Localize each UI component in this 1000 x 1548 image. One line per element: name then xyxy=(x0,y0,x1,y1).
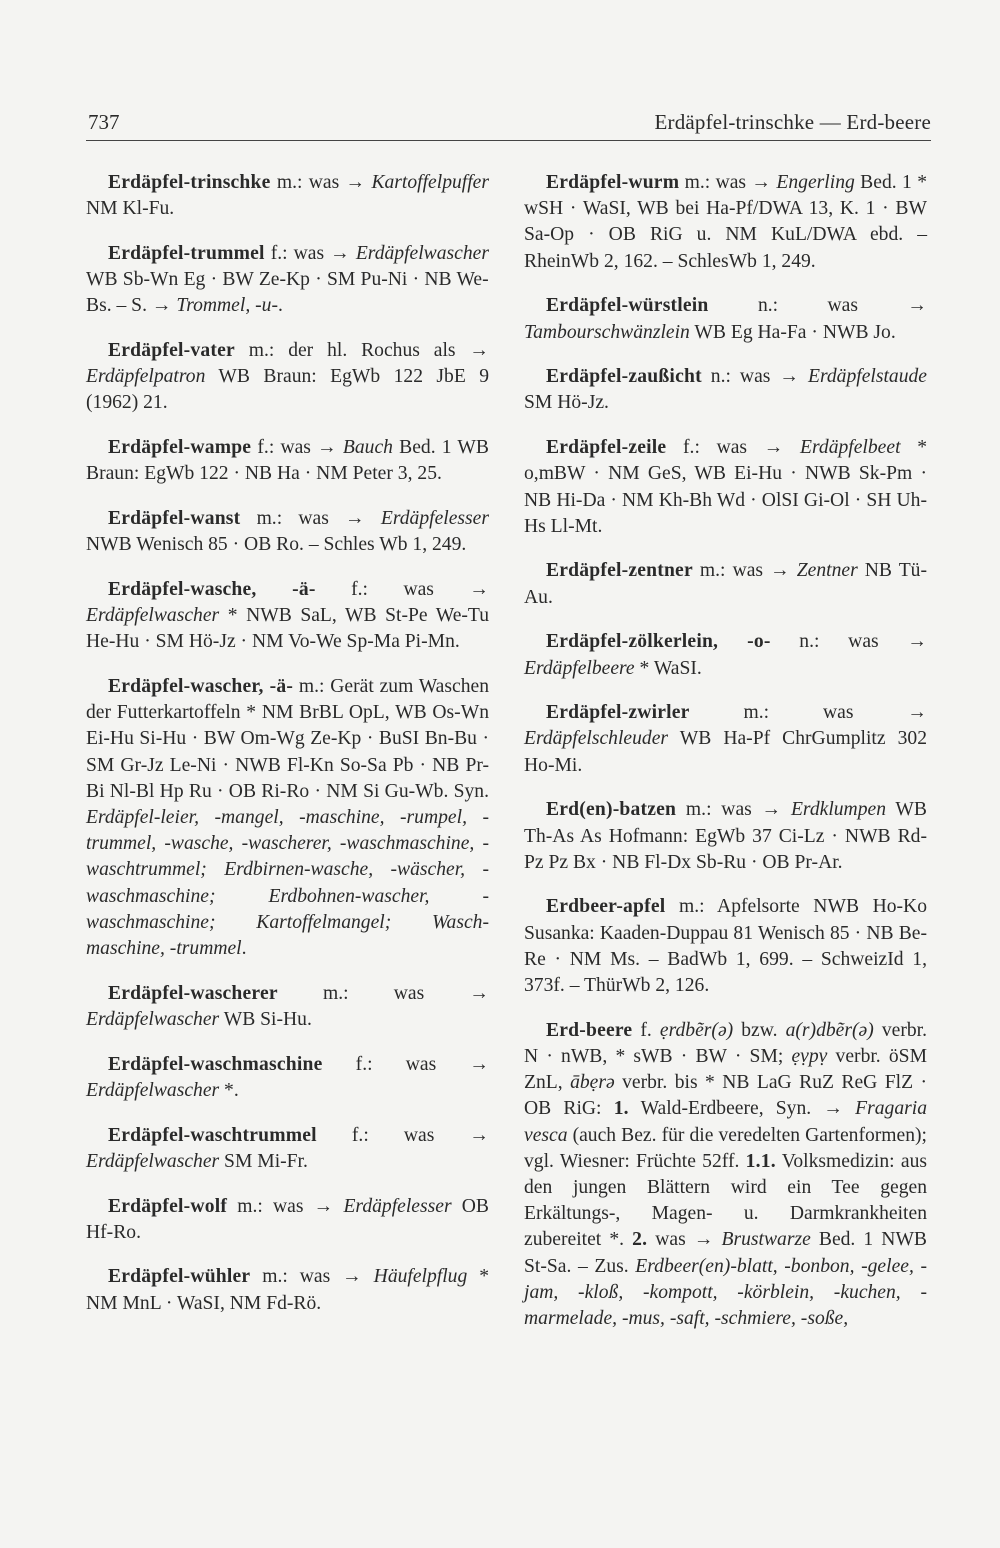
entry-text: m.: was → xyxy=(250,1266,374,1288)
entry-text: * o,mBW · NM GeS, WB Ei-Hu · NWB Sk-Pm · NB Hi-Da · NM Kh-Bh Wd · OlSI Gi-Ol · SH Uh-Hs Ll-Mt. xyxy=(524,437,928,537)
entry-text: n.: was → xyxy=(770,631,927,653)
entry-italic-text: Erdbeer(en)-blatt, -bonbon, -gelee, -jam, -kloß, -kompott, -körblein, -kuchen, -marmelade, -mus, -saft, -schmiere, -soße, xyxy=(524,1255,927,1330)
entry-italic-text: Erdäpfelbeet xyxy=(800,437,901,459)
entry-text: 1.1. xyxy=(745,1150,776,1172)
entry-text: verbr. öSM ZnL, xyxy=(524,1045,927,1094)
dictionary-entry xyxy=(86,981,489,1033)
entry-text: m.: der hl. Rochus als → xyxy=(234,340,489,362)
entry-italic-text: Tambourschwänzlein xyxy=(524,321,690,343)
entry-italic-text: Trommel, -u- xyxy=(176,295,278,317)
entry-italic-text: Kartoffelpuffer xyxy=(371,172,489,193)
entry-text: 1. xyxy=(613,1098,629,1120)
entry-text: m.: was → xyxy=(679,172,777,193)
entry-text: Bed. 1 NWB St-Sa. – Zus. xyxy=(524,1229,928,1277)
entry-text: m.: was → xyxy=(689,702,927,724)
dictionary-entry xyxy=(86,435,489,487)
dictionary-entry xyxy=(86,170,489,222)
dictionary-entry xyxy=(524,797,927,876)
entry-text: verbr. bis * NB LaG RuZ ReG FlZ · OB RiG: xyxy=(524,1072,927,1120)
dictionary-entry xyxy=(524,700,927,779)
entry-italic-text: Brustwarze xyxy=(721,1229,811,1251)
dictionary-entry xyxy=(524,1018,927,1332)
entry-text: WB Sb-Wn Eg · BW Ze-Kp · SM Pu-Ni · NB We-Bs. – S. → xyxy=(86,269,489,317)
entry-text: m.: was → xyxy=(240,508,381,530)
entry-italic-text: Erdäpfel-leier, -mangel, -maschine, -rumpel, -trummel, -wasche, -wascherer, -waschmaschine, -waschtrummel; Erdbirnen-wasche, -wäscher, -waschmaschine; Erdbohnen-wascher, -waschmaschine; Kartoffelmangel; Wasch-maschine, -trummel xyxy=(86,807,489,960)
entry-lemma: Erdäpfel-trinschke xyxy=(108,172,271,193)
dictionary-entry xyxy=(86,1194,489,1246)
entry-text: NWB Wenisch 85 · OB Ro. – Schles Wb 1, 249. xyxy=(86,534,467,556)
entry-lemma: Erdäpfel-wasche, -ä- xyxy=(108,578,316,600)
entry-text: . xyxy=(241,938,247,960)
entry-italic-text: Erdäpfelwascher xyxy=(86,605,220,627)
dictionary-entry xyxy=(86,241,489,320)
dictionary-entry xyxy=(86,1052,489,1104)
dictionary-entry xyxy=(524,894,927,999)
entry-text: * NM MnL · WaSI, NM Fd-Rö. xyxy=(86,1266,489,1314)
entry-lemma: Erdäpfel-zaußicht xyxy=(546,366,702,388)
entry-text: m.: Gerät zum Waschen der Futterkartoffeln * NM BrBL OpL, WB Os-Wn Ei-Hu Si-Hu · BW Om-Wg Ze-Kp · BuSI Bn-Bu · SM Gr-Jz Le-Ni · NWB Fl-Kn So-Sa Pb · NB Pr-Bi Nl-Bl Hp Ru · OB Ri-Ro · NM Si Gu-Wb. Syn. xyxy=(86,676,489,802)
entry-text: f.: was → xyxy=(315,578,489,600)
dictionary-entry xyxy=(524,558,927,610)
entry-lemma: Erdäpfel-waschtrummel xyxy=(108,1124,317,1146)
entry-text: n.: was → xyxy=(708,295,927,317)
entry-italic-text: Erdklumpen xyxy=(790,799,886,821)
entry-lemma: Erdäpfel-wanst xyxy=(108,508,241,530)
entry-italic-text: Erdäpfelschleuder xyxy=(524,728,669,750)
entry-text: verbr. N · nWB, * sWB · BW · SM; xyxy=(524,1019,927,1067)
entry-text: SM Mi-Fr. xyxy=(219,1150,308,1172)
dictionary-entry xyxy=(524,170,927,275)
entry-text: f.: was → xyxy=(316,1124,489,1146)
entry-text: bzw. xyxy=(733,1019,786,1041)
entry-italic-text: Fragaria vesca xyxy=(524,1098,927,1146)
dictionary-entry xyxy=(524,435,927,540)
entry-lemma: Erdäpfel-wühler xyxy=(108,1266,251,1288)
entry-lemma: Erdäpfel-trummel xyxy=(108,242,265,264)
entry-lemma: Erdäpfel-zeile xyxy=(546,437,667,459)
dictionary-entry xyxy=(86,1123,489,1175)
entry-italic-text: ẹṿpṿ xyxy=(791,1045,828,1067)
entry-lemma: Erdbeer-apfel xyxy=(546,896,666,918)
entry-lemma: Erdäpfel-wascher, -ä- xyxy=(108,676,294,698)
dictionary-entry xyxy=(524,293,927,345)
entry-lemma: Erdäpfel-würstlein xyxy=(546,295,709,317)
entry-italic-text: Erdäpfelesser xyxy=(380,508,489,530)
entry-italic-text: Erdäpfelwascher xyxy=(86,1079,220,1101)
entry-text: f.: was → xyxy=(251,437,343,459)
entry-italic-text: Erdäpfelstaude xyxy=(808,366,927,388)
entry-lemma: Erdäpfel-zentner xyxy=(546,560,693,582)
dictionary-entry xyxy=(86,577,489,656)
entry-text: WB Th-As As Hofmann: EgWb 37 Ci-Lz · NWB Rd-Pz Pz Bx · NB Fl-Dx Sb-Ru · OB Pr-Ar. xyxy=(524,799,927,873)
entry-text: . xyxy=(277,295,283,317)
entry-italic-text: a(r)dbẽr(ə) xyxy=(785,1019,874,1041)
entry-text: f.: was → xyxy=(264,242,356,264)
entry-lemma: Erdäpfel-wampe xyxy=(108,437,252,459)
dictionary-entry xyxy=(524,364,927,416)
entry-text: Wald-Erdbeere, Syn. → xyxy=(628,1098,856,1120)
entry-text: WB Eg Ha-Fa · NWB Jo. xyxy=(689,321,896,343)
dictionary-entry xyxy=(86,1264,489,1316)
running-title: Erdäpfel-trinschke — Erd-beere xyxy=(654,110,931,134)
right-column xyxy=(524,170,927,1351)
entry-text: (auch Bez. für die veredelten Gartenformen); vgl. Wiesner: Früchte 52ff. xyxy=(524,1124,927,1172)
entry-text: Bed. 1 WB Braun: EgWb 122 · NB Ha · NM Peter 3, 25. xyxy=(86,437,489,485)
dictionary-entry xyxy=(524,629,927,681)
dictionary-entry xyxy=(86,338,489,417)
entry-italic-text: Erdäpfelwascher xyxy=(86,1150,220,1172)
entry-lemma: Erdäpfel-wurm xyxy=(546,172,680,193)
entry-text: Volksmedizin: aus den jungen Blättern wird ein Tee gegen Erkältungs-, Magen- u. Darmkrankheiten zubereitet *. xyxy=(524,1150,927,1251)
left-column xyxy=(86,170,489,1335)
entry-text: m.: was → xyxy=(277,982,489,1004)
entry-lemma: Erdäpfel-zölkerlein, -o- xyxy=(546,631,771,653)
entry-lemma: Erd(en)-batzen xyxy=(546,799,677,821)
entry-italic-text: Häufelpflug xyxy=(373,1266,468,1288)
entry-italic-text: Zentner xyxy=(796,560,858,582)
entry-lemma: Erdäpfel-wascherer xyxy=(108,982,278,1004)
entry-lemma: Erdäpfel-zwirler xyxy=(546,702,690,724)
entry-text: was → xyxy=(647,1229,722,1251)
entry-text: m.: was → xyxy=(676,799,791,821)
entry-italic-text: Erdäpfelbeere xyxy=(524,657,635,679)
entry-text: OB Hf-Ro. xyxy=(86,1195,489,1243)
entry-text: NB Tü-Au. xyxy=(524,560,927,608)
entry-text: f. xyxy=(632,1019,660,1041)
entry-italic-text: ẹrdbẽr(ə) xyxy=(659,1019,734,1041)
entry-text: * NWB SaL, WB St-Pe We-Tu He-Hu · SM Hö-Jz · NM Vo-We Sp-Ma Pi-Mn. xyxy=(86,605,489,653)
entry-text: 2. xyxy=(632,1229,648,1251)
entry-text: Bed. 1 * wSH · WaSI, WB bei Ha-Pf/DWA 13, K. 1 · BW Sa-Op · OB RiG u. NM KuL/DWA ebd. – RheinWb 2, 162. – SchlesWb 1, 249. xyxy=(524,172,928,272)
entry-italic-text: Engerling xyxy=(776,172,855,193)
dictionary-entry xyxy=(86,506,489,558)
entry-text: WB Braun: EgWb 122 JbE 9 (1962) 21. xyxy=(86,366,489,414)
entry-text: m.: Apfelsorte NWB Ho-Ko Susanka: Kaaden-Duppau 81 Wenisch 85 · NB Be-Re · NM Ms. – BadWb 1, 699. – SchweizId 1, 373f. – ThürWb 2, 126. xyxy=(524,896,927,997)
entry-lemma: Erdäpfel-wolf xyxy=(108,1195,228,1217)
entry-italic-text: Erdäpfelesser xyxy=(343,1195,452,1217)
entry-italic-text: Erdäpfelpatron xyxy=(86,366,206,388)
running-header xyxy=(86,104,931,141)
entry-italic-text: Erdäpfelwascher xyxy=(86,1008,220,1030)
entry-text: n.: was → xyxy=(701,366,808,388)
entry-text: m.: was → xyxy=(227,1195,344,1217)
entry-text: m.: was → xyxy=(270,172,372,193)
dictionary-entry xyxy=(86,674,489,962)
entry-text: m.: was → xyxy=(692,560,797,582)
entry-italic-text: Erdäpfelwascher xyxy=(355,242,489,264)
entry-italic-text: Bauch xyxy=(342,437,393,459)
entry-text: * WaSI. xyxy=(634,657,702,679)
entry-text: NM Kl-Fu. xyxy=(86,198,175,220)
entry-text: WB Ha-Pf ChrGumplitz 302 Ho-Mi. xyxy=(524,728,927,776)
entry-text: SM Hö-Jz. xyxy=(524,392,609,414)
entry-lemma: Erdäpfel-vater xyxy=(108,340,235,362)
entry-text: f.: was → xyxy=(666,437,801,459)
page-number: 737 xyxy=(88,110,120,134)
entry-text: *. xyxy=(219,1079,239,1101)
entry-text: f.: was → xyxy=(322,1053,489,1075)
entry-lemma: Erd-beere xyxy=(546,1019,633,1041)
entry-italic-text: ābẹrə xyxy=(570,1072,615,1094)
entry-lemma: Erdäpfel-waschmaschine xyxy=(108,1053,323,1075)
entry-text: WB Si-Hu. xyxy=(219,1008,312,1030)
